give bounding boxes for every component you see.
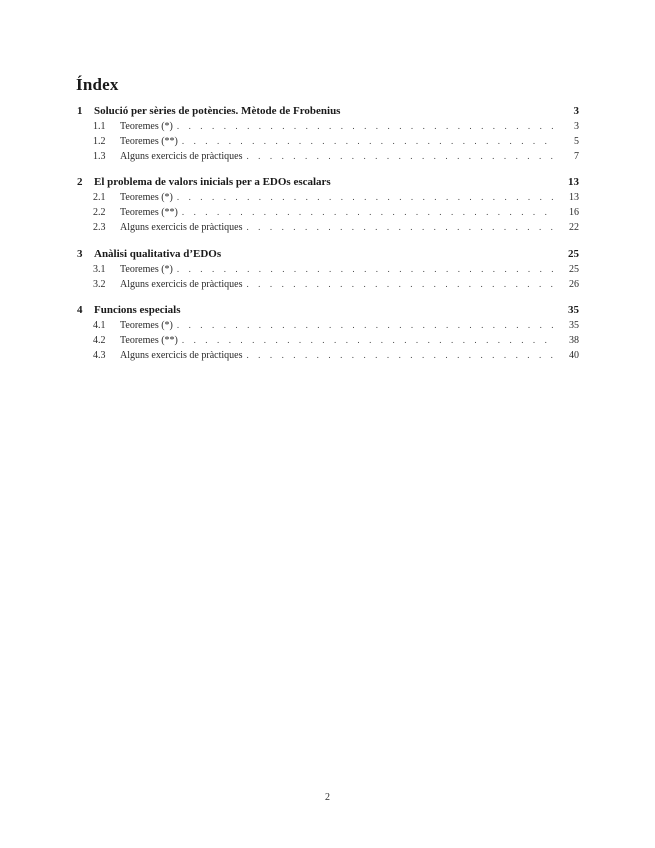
toc-section-entry[interactable] [77,304,579,320]
subsection-number: 1.2 [93,135,106,147]
dot-leader [177,264,555,274]
toc-subsection-entry[interactable] [77,121,579,136]
section-page-number: 13 [568,176,579,189]
toc-subsection-entry[interactable] [77,192,579,207]
toc-section [77,105,579,165]
subsection-title: Alguns exercicis de pràctiques [120,349,243,361]
subsection-page-number: 5 [574,135,579,147]
subsection-page-number: 7 [574,150,579,162]
toc-subsection-entry[interactable] [77,207,579,222]
subsection-page-number: 13 [569,192,579,204]
dot-leader [246,279,555,289]
subsection-number: 3.1 [93,263,106,275]
toc-subsection-entry[interactable] [77,350,579,365]
subsection-number: 2.3 [93,221,106,233]
toc-section [77,304,579,364]
dot-leader [177,192,555,202]
subsection-title: Teoremes (*) [120,192,173,204]
dot-leader [246,222,555,232]
subsection-page-number: 38 [569,335,579,347]
dot-leader [246,151,555,161]
page-number: 2 [325,792,330,803]
subsection-page-number: 40 [569,349,579,361]
toc-section [77,176,579,236]
toc-subsection-entry[interactable] [77,279,579,294]
section-page-number: 35 [568,304,579,317]
dot-leader [182,207,555,217]
page-title: Índex [76,75,119,94]
subsection-title: Alguns exercicis de pràctiques [120,278,243,290]
subsection-number: 2.1 [93,192,106,204]
section-number: 3 [77,247,83,260]
subsection-page-number: 35 [569,320,579,332]
toc-section [77,248,579,294]
subsection-number: 4.2 [93,335,106,347]
toc-section-entry[interactable] [77,176,579,192]
subsection-title: Teoremes (*) [120,263,173,275]
subsection-number: 1.3 [93,150,106,162]
dot-leader [182,136,555,146]
subsection-number: 3.2 [93,278,106,290]
subsection-page-number: 3 [574,121,579,132]
subsection-title: Teoremes (**) [120,207,178,219]
subsection-number: 1.1 [93,121,106,132]
toc-subsection-entry[interactable] [77,264,579,279]
section-title: El problema de valors inicials per a EDOs escalars [94,176,331,189]
subsection-number: 2.2 [93,207,106,219]
table-of-contents [77,105,579,376]
section-title: Anàlisi qualitativa d’EDOs [94,247,222,260]
section-title: Funcions especials [94,304,181,317]
dot-leader [177,320,555,330]
toc-subsection-entry[interactable] [77,222,579,237]
toc-subsection-entry[interactable] [77,335,579,350]
toc-subsection-entry[interactable] [77,320,579,335]
toc-section-entry[interactable] [77,248,579,264]
section-page-number: 25 [568,247,579,260]
section-title: Solució per sèries de potències. Mètode de Frobenius [94,105,341,117]
subsection-page-number: 26 [569,278,579,290]
subsection-title: Teoremes (**) [120,335,178,347]
subsection-title: Alguns exercicis de pràctiques [120,221,243,233]
subsection-title: Alguns exercicis de pràctiques [120,150,243,162]
toc-section-entry[interactable] [77,105,579,121]
subsection-number: 4.3 [93,349,106,361]
section-number: 2 [77,176,83,189]
dot-leader [182,335,555,345]
section-number: 4 [77,304,83,317]
subsection-page-number: 25 [569,263,579,275]
section-page-number: 3 [573,105,579,117]
dot-leader [246,350,555,360]
toc-subsection-entry[interactable] [77,151,579,166]
subsection-title: Teoremes (**) [120,135,178,147]
section-number: 1 [77,105,83,117]
subsection-page-number: 22 [569,221,579,233]
subsection-page-number: 16 [569,207,579,219]
toc-subsection-entry[interactable] [77,136,579,151]
dot-leader [177,121,555,131]
subsection-title: Teoremes (*) [120,121,173,132]
subsection-number: 4.1 [93,320,106,332]
subsection-title: Teoremes (*) [120,320,173,332]
